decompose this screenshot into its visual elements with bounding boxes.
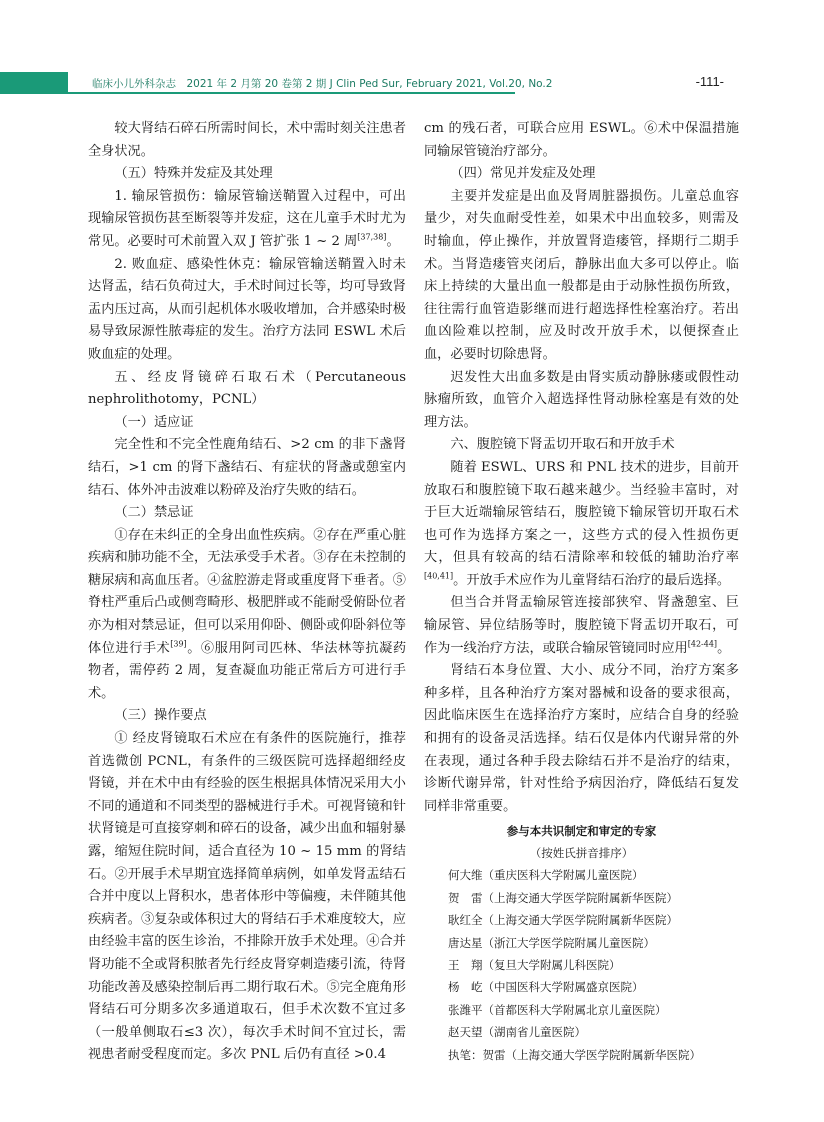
expert-item: 王 翔（复旦大学附属儿科医院） bbox=[448, 958, 621, 973]
expert-item: 赵天望（湖南省儿童医院） bbox=[448, 1025, 586, 1040]
paragraph: 主要并发症是出血及肾周脏器损伤。儿童总血容量少，对失血耐受性差，如果术中出血较多，则需及时输血，停止操作，并放置肾造瘘管，择期行二期手术。当肾造瘘管夹闭后，静脉出血大多可以停止。临床上持续的大量出血一般都是由于动脉性损伤所致，往往需行血管造影继而进行超选择性栓塞治疗。若出血凶险难以控制，应及时改开放手术，以便探查止血，必要时切除患肾。 bbox=[424, 188, 739, 362]
header-rule bbox=[68, 92, 515, 94]
experts-subtitle: （按姓氏拼音排序） bbox=[529, 846, 634, 861]
citation[interactable]: [37,38] bbox=[357, 232, 387, 242]
paragraph: 较大肾结石碎石所需时间长，术中需时刻关注患者全身状况。 bbox=[88, 121, 406, 159]
journal-header: 临床小儿外科杂志 2021 年 2 月第 20 卷第 2 期 J Clin Ped Sur, February 2021, Vol.20, No.2 bbox=[92, 78, 553, 90]
experts-title: 参与本共识制定和审定的专家 bbox=[506, 824, 657, 839]
expert-item: 贺 雷（上海交通大学医学院附属新华医院） bbox=[448, 890, 678, 905]
expert-item: 耿红全（上海交通大学医学院附属新华医院） bbox=[448, 913, 678, 928]
section-heading: 六、腹腔镜下肾盂切开取石和开放手术 bbox=[450, 437, 675, 453]
paragraph: 完全性和不完全性鹿角结石、>2 cm 的非下盏肾结石，>1 cm 的肾下盏结石、有症状的肾盏或憩室内结石、体外冲击波难以粉碎及治疗失败的结石。 bbox=[88, 437, 406, 498]
paragraph: 1. 输尿管损伤：输尿管输送鞘置入过程中，可出现输尿管损伤甚至断裂等并发症，这在儿童手术时尤为常见。必要时可术前置入双 J 管扩张 1 ~ 2 周[37,38]。 bbox=[88, 188, 406, 249]
paragraph: cm 的残石者，可联合应用 ESWL。⑥术中保温措施同输尿管镜治疗部分。 bbox=[424, 121, 739, 159]
section-heading: （三）操作要点 bbox=[114, 708, 207, 724]
section-heading: （一）适应证 bbox=[114, 414, 194, 430]
paragraph: 随着 ESWL、URS 和 PNL 技术的进步，目前开放取石和腹腔镜下取石越来越少。当经验丰富时，对于巨大近端输尿管结石，腹腔镜下输尿管切开取石术也可作为选择方案之一，这些方式的侵入性损伤更大，但具有较高的结石清除率和较低的辅助治疗率[40,41]。开放手术应作为儿童肾结石治疗的最后选择。 bbox=[424, 459, 739, 588]
section-heading: （四）常见并发症及处理 bbox=[450, 166, 596, 182]
paragraph: 肾结石本身位置、大小、成分不同，治疗方案多种多样，且各种治疗方案对器械和设备的要求很高，因此临床医生在选择治疗方案时，应结合自身的经验和拥有的设备灵活选择。结石仅是体内代谢异常的外在表现，通过各种手段去除结石并不是治疗的结束，诊断代谢异常，针对性给予病因治疗，降低结石复发同样非常重要。 bbox=[424, 663, 739, 814]
expert-item: 张潍平（首都医科大学附属北京儿童医院） bbox=[448, 1002, 667, 1017]
right-column bbox=[424, 118, 739, 1066]
page-number: -111- bbox=[695, 74, 724, 89]
paragraph: 但当合并肾盂输尿管连接部狭窄、肾盏憩室、巨输尿管、异位结肠等时，腹腔镜下肾盂切开取石，可作为一线治疗方法，或联合输尿管镜同时应用[42-44]。 bbox=[424, 595, 739, 656]
expert-item: 杨 屹（中国医科大学附属盛京医院） bbox=[448, 980, 644, 995]
header-accent-bar bbox=[0, 72, 68, 94]
paragraph: ① 经皮肾镜取石术应在有条件的医院施行，推荐首选微创 PCNL，有条件的三级医院可选择超细经皮肾镜，并在术中由有经验的医生根据具体情况采用大小不同的通道和不同类型的器械进行手术。可视肾镜和针状肾镜是可直接穿刺和碎石的设备，减少出血和辐射暴露，缩短住院时间，适合直径为 10 ~ 15 mm 的肾结石。②开展手术早期宜选择简单病例，如单发肾盂结石合并中度以上肾积水，患者体形中等偏瘦，未伴随其他疾病者。③复杂或体积过大的肾结石手术难度较大，应由经验丰富的医生诊治，不排除开放手术处理。④合并肾功能不全或肾积脓者先行经皮肾穿刺造瘘引流，待肾功能改善及感染控制后再二期行取石术。⑤完全鹿角形肾结石可分期多次多通道取石，但手术次数不宜过多（一般单侧取石≤3 次），每次手术时间不宜过长，需视患者耐受程度而定。多次 PNL 后仍有直径 >0.4 bbox=[88, 731, 406, 1063]
section-heading: （二）禁忌证 bbox=[114, 505, 194, 521]
citation[interactable]: [42-44] bbox=[687, 639, 718, 649]
citation[interactable]: [39] bbox=[170, 639, 187, 649]
paragraph: 迟发性大出血多数是由肾实质动静脉瘘或假性动脉瘤所致，血管介入超选择性肾动脉栓塞是有效的处理方法。 bbox=[424, 369, 739, 430]
citation[interactable]: [40,41] bbox=[424, 571, 454, 581]
section-heading: 五、经皮肾镜碎石取石术（Percutaneous nephrolithotomy，PCNL） bbox=[88, 369, 406, 408]
author-line: 执笔：贺雷（上海交通大学医学院附属新华医院） bbox=[448, 1047, 701, 1062]
paragraph: ①存在未纠正的全身出血性疾病。②存在严重心脏疾病和肺功能不全，无法承受手术者。③存在未控制的糖尿病和高血压者。④盆腔游走肾或重度肾下垂者。⑤脊柱严重后凸或侧弯畸形、极肥胖或不能耐受俯卧位者亦为相对禁忌证，但可以采用仰卧、侧卧或仰卧斜位等体位进行手术[39]。⑥服用阿司匹林、华法林等抗凝药物者，需停药 2 周，复查凝血功能正常后方可进行手术。 bbox=[88, 527, 407, 701]
section-heading: （五）特殊并发症及其处理 bbox=[114, 166, 273, 182]
left-column bbox=[88, 118, 406, 1067]
expert-item: 唐达星（浙江大学医学院附属儿童医院） bbox=[448, 935, 655, 950]
paragraph: 2. 败血症、感染性休克：输尿管输送鞘置入时未达肾盂，结石负荷过大，手术时间过长等，均可导致肾盂内压过高，从而引起机体水吸收增加，合并感染时极易导致尿源性脓毒症的发生。治疗方法同 ESWL 术后败血症的处理。 bbox=[88, 256, 406, 362]
expert-item: 何大维（重庆医科大学附属儿童医院） bbox=[448, 868, 644, 883]
